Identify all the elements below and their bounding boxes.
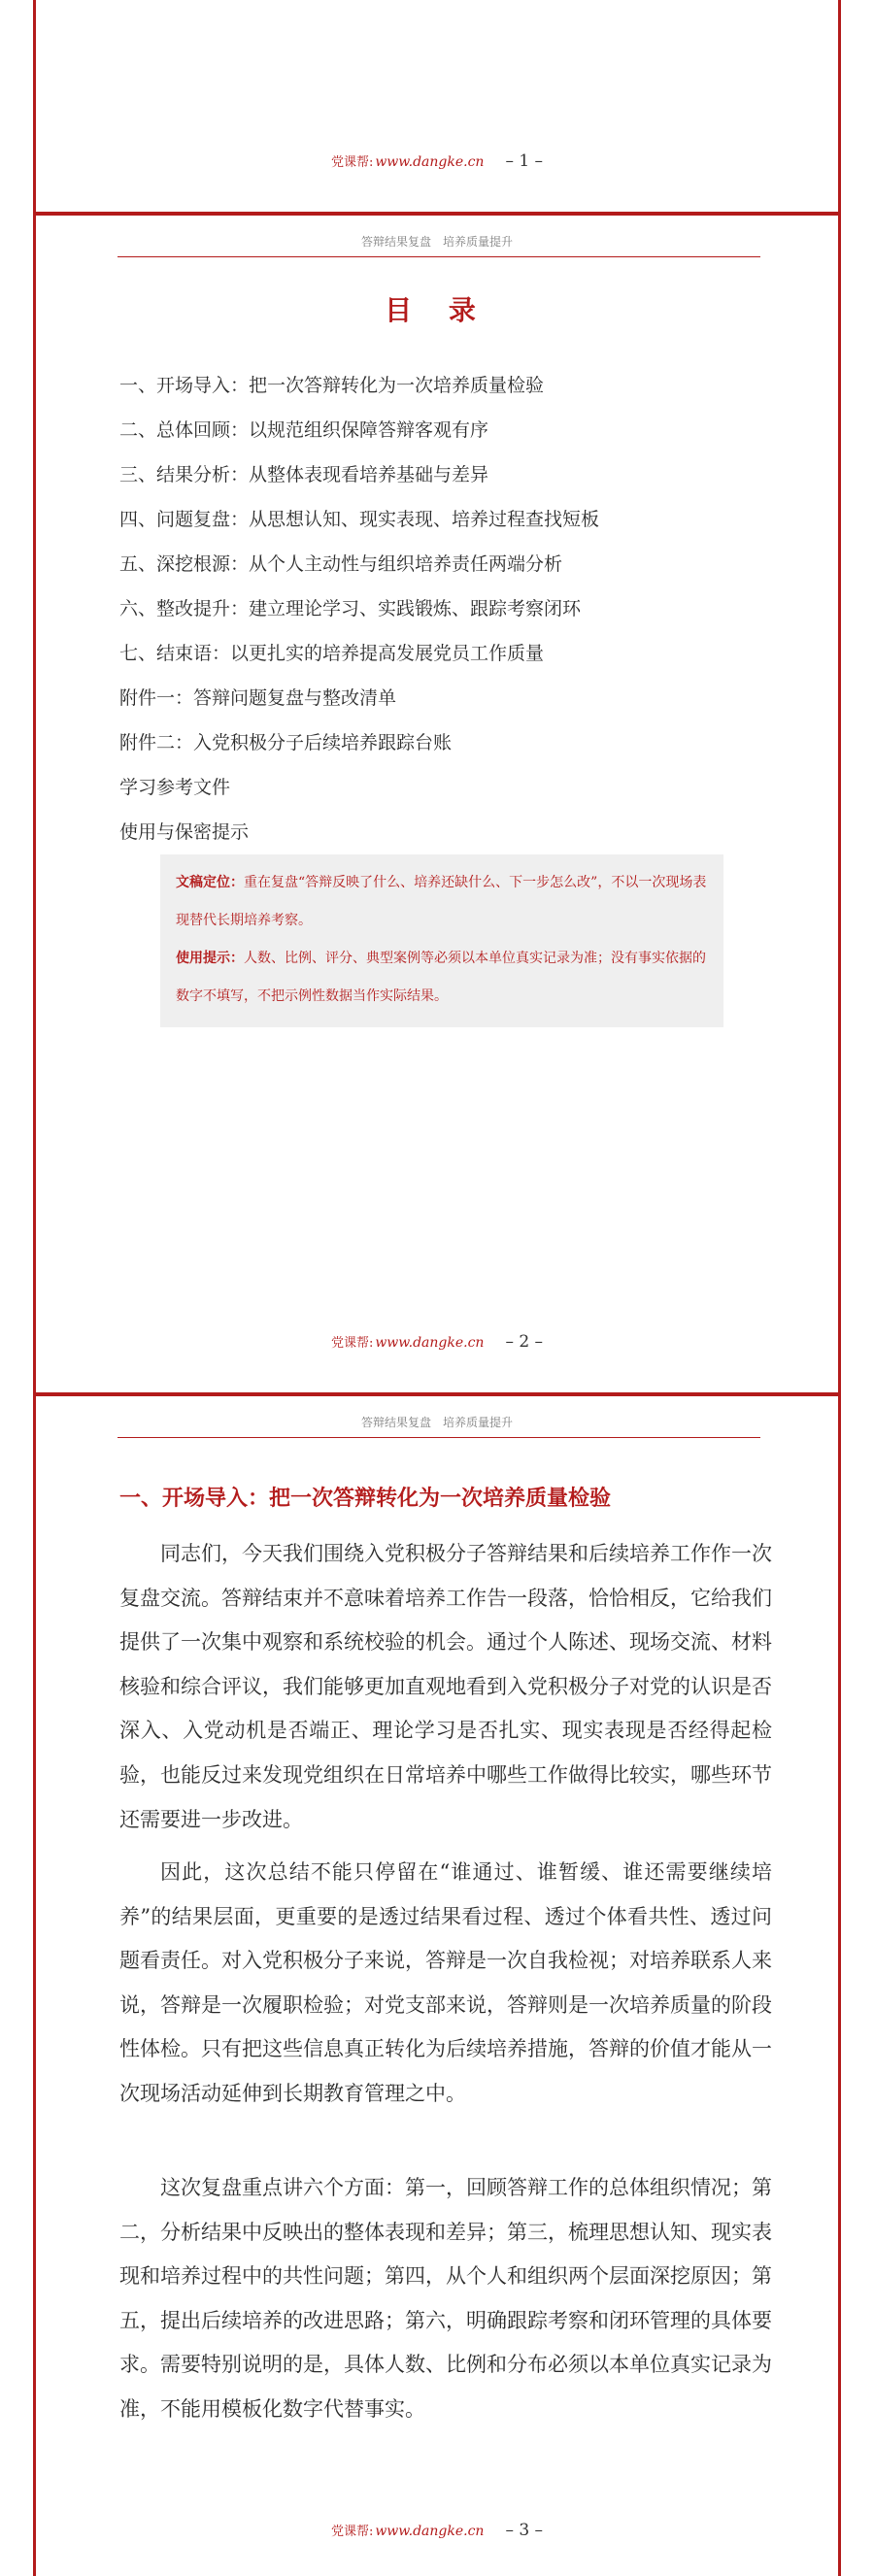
page-1: [33, 0, 841, 212]
running-header: 答辩结果复盘 培养质量提升: [360, 1416, 513, 1429]
page-2: [33, 216, 841, 1392]
toc-item[interactable]: 学习参考文件: [119, 777, 231, 798]
page-footer: [36, 151, 838, 171]
footer-url[interactable]: www.dangke.cn: [375, 2524, 485, 2539]
page-number: – 2 –: [505, 1332, 544, 1352]
page-footer: [36, 1332, 838, 1352]
toc-item[interactable]: 七、结束语：以更扎实的培养提高发展党员工作质量: [119, 643, 545, 664]
header-rule: [118, 1437, 760, 1438]
page-footer: [36, 2521, 838, 2540]
notice-text: 重在复盘“答辩反映了什么、培养还缺什么、下一步怎么改”，不以一次现场表现替代长期培养考察。: [176, 875, 707, 928]
notice-label: 使用提示：: [176, 951, 244, 966]
toc-item[interactable]: 使用与保密提示: [119, 821, 250, 843]
toc-item[interactable]: 三、结果分析：从整体表现看培养基础与差异: [119, 464, 489, 485]
body-paragraph: 这次复盘重点讲六个方面：第一，回顾答辩工作的总体组织情况；第二，分析结果中反映出的整体表现和差异；第三，梳理思想认知、现实表现和培养过程中的共性问题；第四，从个人和组织两个层面深挖原因；第五，提出后续培养的改进思路；第六，明确跟踪考察和闭环管理的具体要求。需要特别说明的是，具体人数、比例和分布必须以本单位真实记录为准，不能用模板化数字代替事实。: [119, 2176, 772, 2421]
toc-item[interactable]: 一、开场导入：把一次答辩转化为一次培养质量检验: [119, 375, 545, 396]
notice-usage: [176, 940, 708, 1016]
body-paragraph: 因此，这次总结不能只停留在“谁通过、谁暂缓、谁还需要继续培养”的结果层面，更重要的是透过结果看过程、透过个体看共性、透过问题看责任。对入党积极分子来说，答辩是一次自我检视；对培养联系人来说，答辩是一次履职检验；对党支部来说，答辩则是一次培养质量的阶段性体检。只有把这些信息真正转化为后续培养措施，答辩的价值才能从一次现场活动延伸到长期教育管理之中。: [119, 1860, 772, 2105]
page-number: – 3 –: [505, 2521, 544, 2540]
notice-positioning: [176, 864, 708, 940]
footer-brand: 党课帮:: [330, 1336, 374, 1351]
toc-item[interactable]: 附件一：答辩问题复盘与整改清单: [119, 687, 397, 709]
page-3: [33, 1396, 841, 2576]
footer-brand: 党课帮:: [330, 2525, 374, 2539]
body-paragraph: 同志们，今天我们围绕入党积极分子答辩结果和后续培养工作作一次复盘交流。答辩结束并不意味着培养工作告一段落，恰恰相反，它给我们提供了一次集中观察和系统校验的机会。通过个人陈述、现场交流、材料核验和综合评议，我们能够更加直观地看到入党积极分子对党的认识是否深入、入党动机是否端正、理论学习是否扎实、现实表现是否经得起检验，也能反过来发现党组织在日常培养中哪些工作做得比较实，哪些环节还需要进一步改进。: [119, 1542, 772, 1831]
footer-url[interactable]: www.dangke.cn: [375, 1335, 485, 1351]
notice-text: 人数、比例、评分、典型案例等必须以本单位真实记录为准；没有事实依据的数字不填写，不把示例性数据当作实际结果。: [176, 951, 706, 1004]
toc-item[interactable]: 二、总体回顾：以规范组织保障答辩客观有序: [119, 419, 489, 441]
section-title: 一、开场导入：把一次答辩转化为一次培养质量检验: [119, 1486, 612, 1511]
toc-item[interactable]: 附件二：入党积极分子后续培养跟踪台账: [119, 732, 453, 753]
footer-url[interactable]: www.dangke.cn: [375, 154, 485, 170]
usage-notice-box: [160, 854, 723, 1027]
toc-item[interactable]: 五、深挖根源：从个人主动性与组织培养责任两端分析: [119, 553, 563, 575]
toc-item[interactable]: 四、问题复盘：从思想认知、现实表现、培养过程查找短板: [119, 509, 600, 530]
page-number: – 1 –: [505, 151, 544, 171]
footer-brand: 党课帮:: [330, 155, 374, 170]
notice-label: 文稿定位：: [176, 875, 244, 890]
toc-title: 目 录: [385, 294, 489, 326]
toc-item[interactable]: 六、整改提升：建立理论学习、实践锻炼、跟踪考察闭环: [119, 598, 582, 619]
running-header: 答辩结果复盘 培养质量提升: [360, 235, 513, 249]
header-rule: [118, 256, 760, 257]
